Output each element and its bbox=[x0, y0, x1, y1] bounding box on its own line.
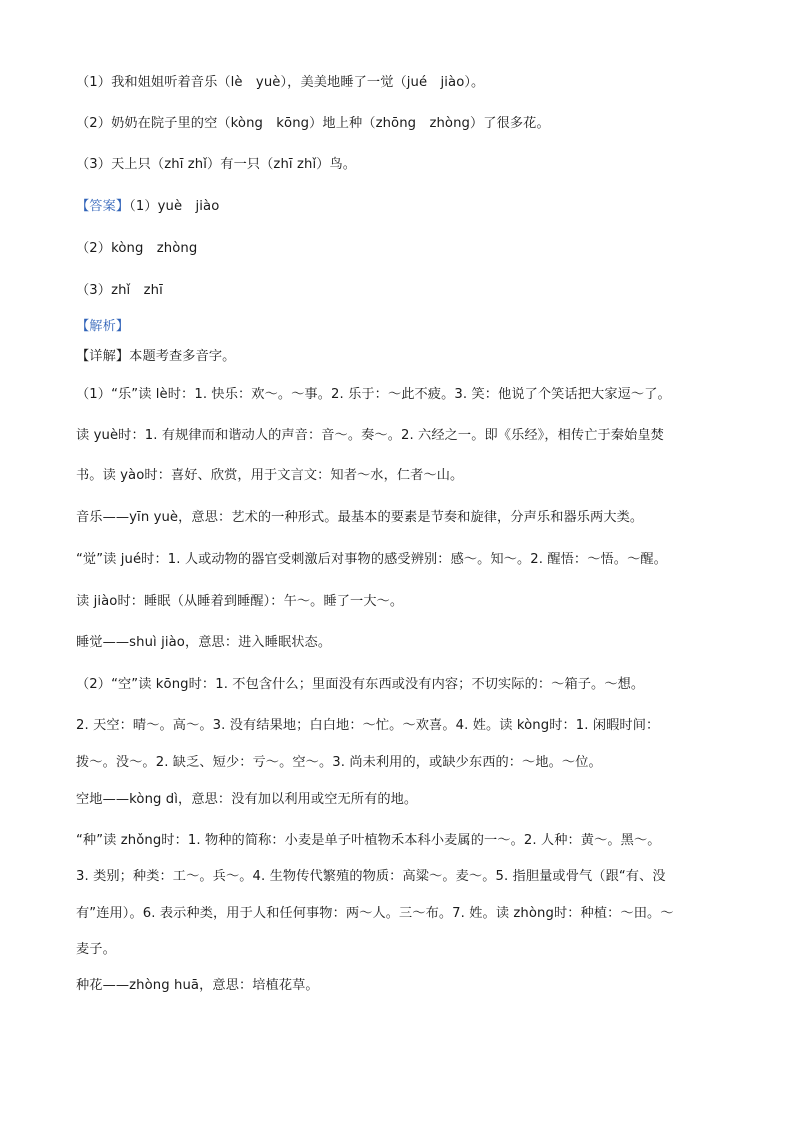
answer-item-1: （1）yuè jiào bbox=[129, 199, 220, 214]
answer-label: 【答案】 bbox=[76, 199, 130, 214]
detail-line bbox=[76, 347, 736, 367]
analysis-line-12: “种”读 zhǒng时：1. 物种的简称：小麦是单子叶植物禾本科小麦属的一～。2. 人种：黄～。黑～。 bbox=[76, 833, 661, 848]
analysis-line-1: （1）“乐”读 lè时：1. 快乐：欢～。～事。2. 乐于：～此不疲。3. 笑：他说了个笑话把大家逗～了。 bbox=[76, 387, 671, 402]
analysis-line-7: 睡觉——shuì jiào，意思：进入睡眠状态。 bbox=[76, 635, 332, 650]
analysis-line-16: 种花——zhòng huā，意思：培植花草。 bbox=[76, 978, 319, 993]
question-2: （2）奶奶在院子里的空（kòng kōng）地上种（zhōng zhòng）了很多花。 bbox=[76, 116, 550, 131]
analysis-line-9: 2. 天空：晴～。高～。3. 没有结果地；白白地：～忙。～欢喜。4. 姓。读 kòng时：1. 闲暇时间： bbox=[76, 718, 660, 733]
analysis-line-10: 拨～。没～。2. 缺乏、短少：亏～。空～。3. 尚未利用的，或缺少东西的：～地。～位。 bbox=[76, 755, 602, 770]
analysis-line-3: 书。读 yào时：喜好、欣赏，用于文言文：知者～水，仁者～山。 bbox=[76, 468, 464, 483]
analysis-line-11: 空地——kòng dì，意思：没有加以利用或空无所有的地。 bbox=[76, 792, 418, 807]
answer-item-2: （2）kòng zhòng bbox=[76, 241, 198, 256]
analysis-label: 【解析】 bbox=[76, 319, 130, 334]
analysis-line-6: 读 jiào时：睡眠（从睡着到睡醒）：午～。睡了一大～。 bbox=[76, 594, 404, 609]
analysis-line-5: “觉”读 jué时：1. 人或动物的器官受刺激后对事物的感受辨别：感～。知～。2. 醒悟：～悟。～醒。 bbox=[76, 552, 667, 567]
question-1: （1）我和姐姐听着音乐（lè yuè），美美地睡了一觉（jué jiào）。 bbox=[76, 75, 485, 90]
detail-text: 本题考查多音字。 bbox=[129, 349, 236, 364]
detail-label: 【详解】 bbox=[76, 349, 130, 364]
analysis-label-line bbox=[76, 317, 736, 337]
analysis-line-15: 麦子。 bbox=[76, 942, 116, 957]
question-3: （3）天上只（zhī zhǐ）有一只（zhī zhǐ）鸟。 bbox=[76, 157, 357, 172]
analysis-line-13: 3. 类别；种类：工～。兵～。4. 生物传代繁殖的物质：高粱～。麦～。5. 指胆量或骨气（跟“有、没 bbox=[76, 869, 666, 884]
analysis-line-4: 音乐——yīn yuè，意思：艺术的一种形式。最基本的要素是节奏和旋律，分声乐和器乐两大类。 bbox=[76, 510, 644, 525]
analysis-line-14: 有”连用）。6. 表示种类，用于人和任何事物：两～人。三～布。7. 姓。读 zhòng时：种植：～田。～ bbox=[76, 906, 674, 921]
answer-line-1 bbox=[76, 197, 736, 217]
answer-item-3: （3）zhǐ zhī bbox=[76, 283, 163, 298]
analysis-line-8: （2）“空”读 kōng时：1. 不包含什么；里面没有东西或没有内容；不切实际的：～箱子。～想。 bbox=[76, 677, 645, 692]
analysis-line-2: 读 yuè时：1. 有规律而和谐动人的声音：音～。奏～。2. 六经之一。即《乐经》，相传亡于秦始皇焚 bbox=[76, 428, 664, 443]
